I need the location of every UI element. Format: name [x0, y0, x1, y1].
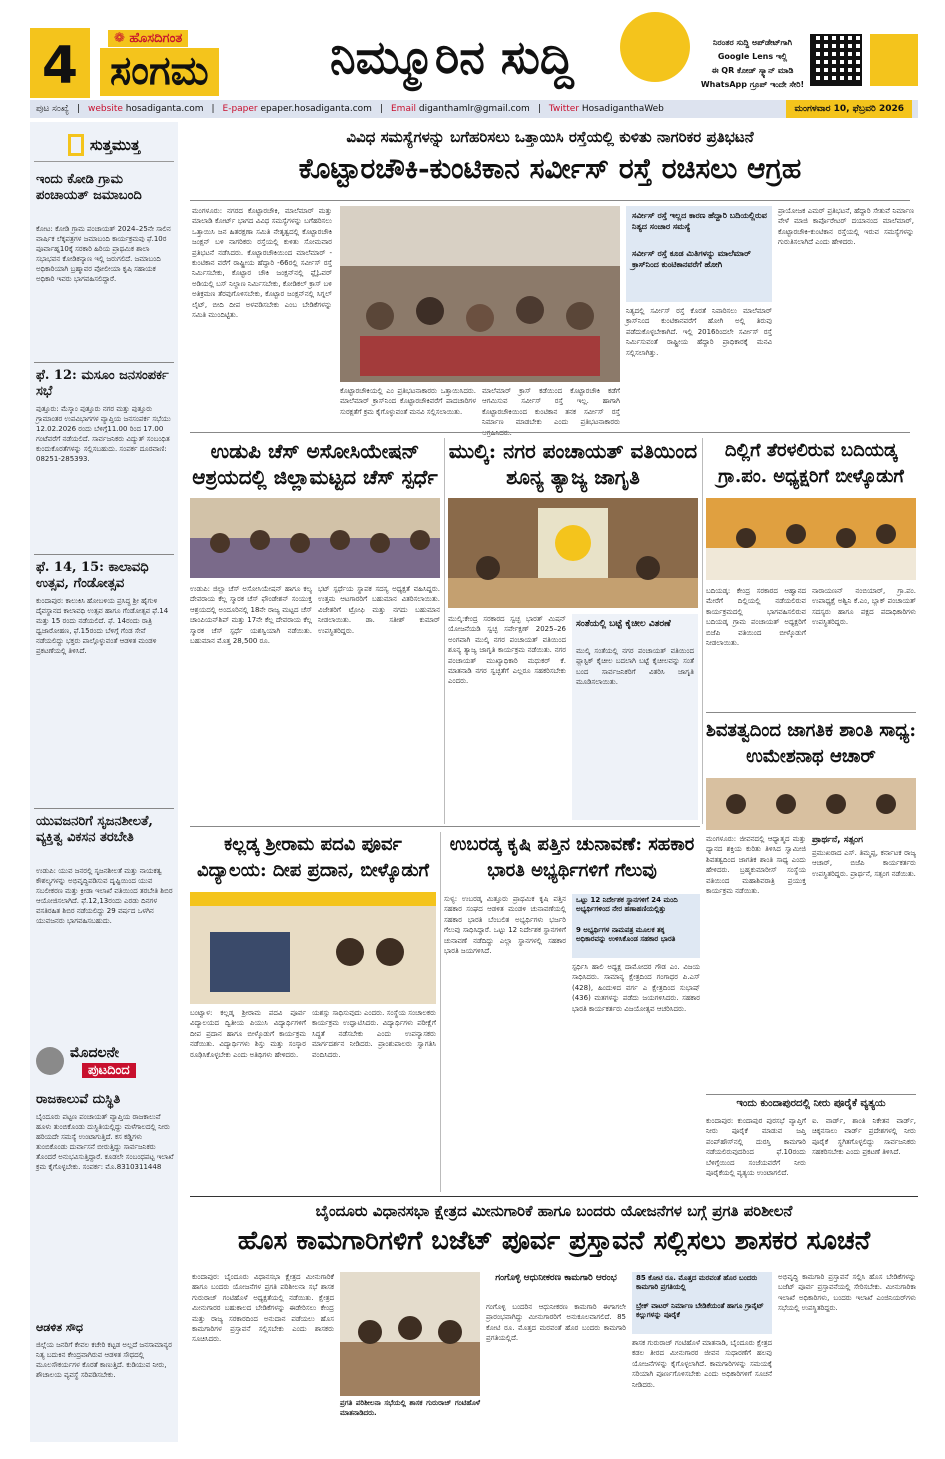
page-number: 4: [41, 36, 79, 96]
twitter[interactable]: [549, 104, 664, 114]
chess-photo: [190, 498, 440, 578]
page-number-box: [30, 28, 90, 98]
sidebar-headline: ರಾಜಕಾಲುವೆ ದುಸ್ಥಿತಿ: [36, 1092, 121, 1107]
email[interactable]: [391, 104, 530, 114]
sidebar-headline: ಫೆ. 14, 15: ಕಾಲಾವಧಿ ಉತ್ಸವ, ಗೆಂಡೋತ್ಸವ: [36, 560, 149, 591]
mulki-event-photo: [448, 498, 698, 608]
divider: [190, 1196, 918, 1197]
info-strip: ಪುಟ ಸಂಖ್ಯೆ | website hosadiganta.com | E-paper epaper.hosadiganta.com | Email diganthamlr@gmail.com | Twitter HosadiganthaWeb ಮಂಗಳವಾರ 10, ಫೆಬ್ರವರಿ 2026: [30, 100, 918, 118]
lead-headline: ಕೊಟ್ಟಾರಚೌಕಿ-ಕುಂಟಿಕಾನ ಸರ್ವೀಸ್ ರಸ್ತೆ ರಚಿಸಲು ಆಗ್ರಹ: [298, 152, 802, 185]
section-title: ನಿಮ್ಮೂರಿನ ಸುದ್ದಿ: [330, 30, 574, 84]
website[interactable]: [88, 104, 203, 114]
chess-headline: ಉಡುಪಿ ಚೆಸ್ ಅಸೋಸಿಯೇಷನ್ ಆಶ್ರಯದಲ್ಲಿ ಜಿಲ್ಲಾಮಟ್ಟದ ಚೆಸ್ ಸ್ಪರ್ಧೆ: [192, 439, 438, 489]
kalladka-headline: ಕಲ್ಲಡ್ಕ ಶ್ರೀರಾಮ ಪದವಿ ಪೂರ್ವ ವಿದ್ಯಾಲಯ: ದೀಪ ಪ್ರದಾನ, ಬೀಳ್ಕೊಡುಗೆ: [196, 834, 429, 881]
shivatatva-headline: ಶಿವತತ್ವದಿಂದ ಜಾಗತಿಕ ಶಾಂತಿ ಸಾಧ್ಯ: ಉಮೇಶನಾಥ ಆಚಾರ್: [706, 720, 916, 767]
sidebar-headline: ಯುವಜನರಿಗೆ ಸೃಜನಶೀಲತೆ, ವ್ಯಕ್ತಿತ್ವ ವಿಕಸನ ತರಬೇತಿ: [36, 814, 153, 845]
sidebar-headline: ಇಂದು ಕೋಡಿ ಗ್ರಾಮ ಪಂಚಾಯತ್ ಜಮಾಬಂದಿ: [36, 172, 142, 203]
divider: [34, 808, 174, 809]
shivatatva-sub: ಪ್ರಾರ್ಥನೆ, ಸತ್ಸಂಗ: [812, 835, 864, 845]
book-icon: [68, 134, 84, 156]
email-label: Email: [391, 104, 416, 114]
qr-info: [700, 36, 805, 92]
sidebar-text: ಜಿಲ್ಲೆಯ ಜನರಿಗೆ ಕೇವಲ ಕಚೇರಿ ಕಟ್ಟಡ ಅಲ್ಲದೆ ಜನಸಾಮಾನ್ಯರ ನಿತ್ಯ ಬದುಕಿನ ಕೇಂದ್ರವಾಗಿರುವ ಆಡಳಿತ ಸೌಧದಲ್ಲಿ ಮೂಲಸೌಕರ್ಯಗಳ ಕೊರತೆ ಕಾಣುತ್ತಿದೆ. ಕುಡಿಯುವ ನೀರು, ಶೌಚಾಲಯ ವ್ಯವಸ್ಥೆ ಸರಿಪಡಿಸಬೇಕು.: [36, 1341, 172, 1379]
sidebar-text: ಉಡುಪಿ: ಯುವ ಜನರಲ್ಲಿ ಸೃಜನಶೀಲತೆ ಮತ್ತು ನಾಯಕತ್ವ ಕೌಶಲ್ಯಗಳನ್ನು ಅಭಿವೃದ್ಧಿಪಡಿಸುವ ದೃಷ್ಟಿಯಿಂದ ಯುವ ಸಬಲೀಕರಣ ಮತ್ತು ಕ್ರೀಡಾ ಇಲಾಖೆ ವತಿಯಿಂದ ತರಬೇತಿ ಶಿಬಿರ ಆಯೋಜಿಸಲಾಗಿದೆ. ಫೆ.12,13ರಂದು ಎರಡು ದಿನಗಳ ವಸತಿರಹಿತ ಶಿಬಿರ ನಡೆಯಲಿದ್ದು 29 ವರ್ಷದ ಒಳಗಿನ ಯುವಜನರು ಭಾಗವಹಿಸಬಹುದು.: [36, 867, 173, 925]
bottom-mid-body: ಗಂಗೊಳ್ಳಿ ಬಂದರಿನ ಆಧುನೀಕರಣ ಕಾಮಗಾರಿ ಈಗಾಗಲೇ ಪ್ರಾರಂಭವಾಗಿದ್ದು ಮೀನುಗಾರರಿಗೆ ಅನುಕೂಲವಾಗಲಿದೆ. 85 ಕೋಟಿ ರೂ. ಮೊತ್ತದ ಮರವಂತೆ ಹೊರ ಬಂದರು ಕಾಮಗಾರಿ ಪ್ರಗತಿಯಲ್ಲಿದೆ.: [486, 1303, 626, 1343]
protest-photo: [340, 206, 620, 382]
divider: [34, 362, 174, 363]
lead-col-1: ಮಂಗಳೂರು: ನಗರದ ಕೊಟ್ಟಾರಚೌಕಿ, ಮಾಲೆಮಾರ್ ಮತ್ತು ಮಾಲಾಡಿ ಕೋರ್ಟ್ ಭಾಗದ ವಿವಿಧ ಸಮಸ್ಯೆಗಳನ್ನು ಬಗೆಹರಿಸಲು ಒತ್ತಾಯಿಸಿ ಜನ ಹಿತರಕ್ಷಣಾ ಸಮಿತಿ ನೇತೃತ್ವದಲ್ಲಿ ಕೊಟ್ಟಾರಚೌಕಿ ಜಂಕ್ಷನ್ ಬಳಿ ನಾಗರಿಕರು ರಸ್ತೆಯಲ್ಲಿ ಕುಳಿತು ಸೋಮವಾರ ಪ್ರತಿಭಟನೆ ನಡೆಸಿದರು. ಕೊಟ್ಟಾರಚೌಕಿಯಿಂದ ಮಾಲೆಮಾರ್ - ಕುಂಟಿಕಾನ ವರೆಗೆ ರಾಷ್ಟ್ರೀಯ ಹೆದ್ದಾರಿ -66ರಲ್ಲಿ ಸರ್ವೀಸ್ ರಸ್ತೆ ನಿರ್ಮಿಸಬೇಕು, ಕೊಟ್ಟಾರ ಚೌಕಿ ಜಂಕ್ಷನ್‌ನಲ್ಲಿ ಫ್ಲೈಓವರ್ ಅಡಿಯಲ್ಲಿ ಬಸ್ ನಿಲ್ದಾಣ ನಿರ್ಮಿಸಬೇಕು, ಕೋಡಿಕಲ್ ಕ್ರಾಸ್ ಬಳಿ ಅತಿಕ್ರಮಣ ತೆರವುಗೊಳಿಸಬೇಕು, ಕೊಟ್ಟಾರ ಜಂಕ್ಷನ್‌ನಲ್ಲಿ ಸಿಗ್ನಲ್ ಲೈಟ್, ಬೀದಿ ದೀಪ ಅಳವಡಿಸಬೇಕು ಎಂಬ ಬೇಡಿಕೆಗಳನ್ನು ಸಮಿತಿ ಮುಂದಿಟ್ಟಿತು.: [192, 207, 332, 320]
lead-photo: [340, 206, 620, 382]
kundapura-col-1: ಕುಂದಾಪುರ: ಕುಂದಾಪುರ ಪುರಸಭೆ ವ್ಯಾಪ್ತಿಗೆ ನೀರು ಪೂರೈಕೆ ಮಾಡುವ ಜಪ್ತಿ ಪಂಪ್‌ಹೌಸ್‌ನಲ್ಲಿ ದುರಸ್ತಿ ಕಾಮಗಾರಿ ನಡೆಯಲಿರುವುದರಿಂದ ಫೆ.10ರಂದು ಬೆಳಿಗ್ಗೆಯಿಂದ ಸಂಜೆಯವರೆಗೆ ನೀರು ಪೂರೈಕೆಯಲ್ಲಿ ವ್ಯತ್ಯಯ ಉಂಟಾಗಲಿದೆ.: [706, 1117, 806, 1178]
meeting-photo: [340, 1272, 480, 1396]
first-page-tag: [36, 1045, 174, 1083]
epaper[interactable]: [223, 104, 372, 114]
kalladka-col-1: ಬಂಟ್ವಾಳ: ಕಲ್ಲಡ್ಕ ಶ್ರೀರಾಮ ಪದವಿ ಪೂರ್ವ ವಿದ್ಯಾಲಯದ ದ್ವಿತೀಯ ಪಿಯುಸಿ ವಿದ್ಯಾರ್ಥಿಗಳಿಗೆ ದೀಪ ಪ್ರದಾನ ಹಾಗೂ ಬೀಳ್ಕೊಡುಗೆ ಕಾರ್ಯಕ್ರಮ ನಡೆಯಿತು. ವಿದ್ಯಾರ್ಥಿಗಳು ಶಿಸ್ತು ಮತ್ತು ಸಂಸ್ಕಾರ ರೂಢಿಸಿಕೊಳ್ಳಬೇಕು ಎಂದು ಅತಿಥಿಗಳು ಹೇಳಿದರು.: [190, 1009, 306, 1059]
brand-top: ❁ ಹೊಸದಿಗಂತ: [108, 30, 188, 47]
shivatatva-photo: [706, 778, 916, 830]
bottom-kicker: ಬೈಂದೂರು ವಿಧಾನಸಭಾ ಕ್ಷೇತ್ರದ ಮೀನುಗಾರಿಕೆ ಹಾಗೂ ಬಂದರು ಯೋಜನೆಗಳ ಬಗ್ಗೆ ಪ್ರಗತಿ ಪರಿಶೀಲನೆ: [315, 1202, 793, 1220]
badiyadka-col-1: ಬದಿಯಡ್ಕ: ಕೇಂದ್ರ ಸರಕಾರದ ಆಹ್ವಾನದ ಮೇರೆಗೆ ದಿಲ್ಲಿಯಲ್ಲಿ ನಡೆಯಲಿರುವ ಕಾರ್ಯಕ್ರಮದಲ್ಲಿ ಭಾಗವಹಿಸಲಿರುವ ಬದಿಯಡ್ಕ ಗ್ರಾಮ ಪಂಚಾಯತ್ ಅಧ್ಯಕ್ಷರಿಗೆ ಬಿಜೆಪಿ ವತಿಯಿಂದ ಬೀಳ್ಕೊಡುಗೆ ನೀಡಲಾಯಿತು.: [706, 587, 806, 648]
badiyadka-headline: ದಿಲ್ಲಿಗೆ ತೆರಳಲಿರುವ ಬದಿಯಡ್ಕ ಗ್ರಾ.ಪಂ. ಅಧ್ಯಕ್ಷರಿಗೆ ಬೀಳ್ಕೊಡುಗೆ: [718, 440, 904, 487]
lead-kicker: ವಿವಿಧ ಸಮಸ್ಯೆಗಳನ್ನು ಬಗೆಹರಿಸಲು ಒತ್ತಾಯಿಸಿ ರಸ್ತೆಯಲ್ಲಿ ಕುಳಿತು ನಾಗರಿಕರ ಪ್ರತಿಭಟನೆ: [346, 128, 754, 146]
bottom-col-1: ಕುಂದಾಪುರ: ಬೈಂದೂರು ವಿಧಾನಸಭಾ ಕ್ಷೇತ್ರದ ಮೀನುಗಾರಿಕೆ ಹಾಗೂ ಬಂದರು ಯೋಜನೆಗಳ ಪ್ರಗತಿ ಪರಿಶೀಲನಾ ಸಭೆ ಶಾಸಕ ಗುರುರಾಜ್ ಗಂಟಿಹೊಳೆ ಅಧ್ಯಕ್ಷತೆಯಲ್ಲಿ ನಡೆಯಿತು. ಕ್ಷೇತ್ರದ ಮೀನುಗಾರರ ಬಹುಕಾಲದ ಬೇಡಿಕೆಗಳನ್ನು ಈಡೇರಿಸಲು ಕೇಂದ್ರ ಮತ್ತು ರಾಜ್ಯ ಸರಕಾರದಿಂದ ಅನುದಾನ ಪಡೆಯಲು ಹೊಸ ಕಾಮಗಾರಿಗಳ ಪ್ರಸ್ತಾವನೆ ಸಲ್ಲಿಸಬೇಕು ಎಂದು ಶಾಸಕರು ಸೂಚಿಸಿದರು.: [192, 1273, 334, 1344]
chess-group-photo: [190, 498, 440, 578]
badiyadka-event-photo: [706, 498, 916, 580]
sidebar-logo-text: ಸುತ್ತಮುತ್ತ: [89, 135, 141, 154]
brand-name: ಸಂಗಮ: [100, 48, 219, 96]
qr-line: ಈ QR ಕೋಡ್ ಸ್ಕ್ಯಾನ್ ಮಾಡಿ: [711, 66, 794, 75]
sidebar-text: ಕೋಟ: ಕೋಡಿ ಗ್ರಾಮ ಪಂಚಾಯತ್ 2024–25ನೇ ಸಾಲಿನ ವಾರ್ಷಿಕ ಲೆಕ್ಕಪತ್ರಗಳ ಜಮಾಬಂದಿ ಕಾರ್ಯಕ್ರಮವು ಫೆ.10ರ ಪೂರ್ವಾಹ್ನ10ಕ್ಕೆ ಸರಕಾರಿ ಹಿರಿಯ ಪ್ರಾಥಮಿಕ ಶಾಲಾ ಸಭಾಭವನ ಕೋಡಿಕನ್ಯಾಣ ಇಲ್ಲಿ ಜರುಗಲಿದೆ. ಜಮಾಬಂದಿ ಅಧಿಕಾರಿಯಾಗಿ ಬ್ರಹ್ಮಾವರ ಪೋಲೀಯಾ ಕೃಷಿ ಸಹಾಯಕ ಅಧಿಕಾರಿ ಇವರು ಭಾಗವಹಿಸಲಿದ್ದಾರೆ.: [36, 225, 171, 283]
ubaradka-bullet-2: 9 ಅಭ್ಯರ್ಥಿಗಳ ನಾಮಪತ್ರ ಮೂಲಕ ತಕ್ಕ ಅಧಿಕಾರವನ್ನು ಉಳಿಸಿಕೊಂಡ ಸಹಕಾರ ಭಾರತಿ: [576, 926, 676, 943]
mulki-box-body: ಮುಲ್ಕಿ ಸಂತೆಯಲ್ಲಿ ನಗರ ಪಂಚಾಯತ್ ವತಿಯಿಂದ ಪ್ಲಾಸ್ಟಿಕ್ ಕೈಚೀಲ ಬದಲಾಗಿ ಬಟ್ಟೆ ಕೈಚೀಲವನ್ನು ಸಂತೆ ಬಂದ ಸಾರ್ವಜನಿಕರಿಗೆ ವಿತರಿಸಿ ಜಾಗೃತಿ ಮೂಡಿಸಲಾಯಿತು.: [576, 647, 694, 687]
first-tag-a: ಮೊದಲನೇ: [70, 1045, 119, 1061]
epaper-value: epaper.hosadiganta.com: [260, 104, 372, 114]
kalladka-col-2: ಯಶಸ್ಸು ಸಾಧಿಸುವುದು ಎಂದರು. ಸಂಸ್ಥೆಯ ಸಂಚಾಲಕರು ಕಾರ್ಯಕ್ರಮ ಉದ್ಘಾಟಿಸಿದರು. ವಿದ್ಯಾರ್ಥಿಗಳು ಪರೀಕ್ಷೆಗೆ ಸಿದ್ಧತೆ ನಡೆಸಬೇಕು ಎಂದು ಉಪನ್ಯಾಸಕರು ಮಾರ್ಗದರ್ಶನ ನೀಡಿದರು. ಪ್ರಾಂಶುಪಾಲರು ಸ್ವಾಗತಿಸಿ ವಂದಿಸಿದರು.: [312, 1009, 436, 1059]
lead-col-3: ನಿತ್ಯದಲ್ಲಿ ಸರ್ವೀಸ್ ರಸ್ತೆ ಕೊರತೆ ನಿವಾರಿಸಲು ಮಾಲೆಮಾರ್ ಕ್ರಾಸ್‌ನಿಂದ ಕುಂಟಿಕಾನವರೆಗೆ ಹೋಗಿ ಅಲ್ಲಿ ತಿರುವು ಪಡೆದುಕೊಳ್ಳಬೇಕಾಗಿದೆ. ಇಲ್ಲಿ 2016ರಿಂದಲೇ ಸರ್ವೀಸ್ ರಸ್ತೆ ನಿರ್ಮಿಸುವಂತೆ ರಾಷ್ಟ್ರೀಯ ಹೆದ್ದಾರಿ ಪ್ರಾಧಿಕಾರಕ್ಕೆ ಮನವಿ ಸಲ್ಲಿಸಲಾಗಿತ್ತು.: [626, 307, 772, 357]
ubaradka-bullet-1: ಒಟ್ಟು 12 ನಿರ್ದೇಶಕ ಸ್ಥಾನಗಳಿಗೆ 24 ಮಂದಿ ಅಭ್ಯರ್ಥಿಗಳಿಂದ ನೇರ ಹಣಾಹಣಿಯಲ್ಲಿತ್ತು: [576, 896, 678, 913]
badiyadka-col-2: ನಾರಾಯಣನ್ ನಂಬಿಯಾರ್, ಗ್ರಾ.ಪಂ. ಉಪಾಧ್ಯಕ್ಷೆ ಅಶ್ವಿನಿ ಕೆ.ಎಂ, ಬ್ಲಾಕ್ ಪಂಚಾಯತ್ ಸದಸ್ಯರು ಹಾಗೂ ಪಕ್ಷದ ಪದಾಧಿಕಾರಿಗಳು ಉಪಸ್ಥಿತರಿದ್ದರು.: [812, 587, 916, 627]
shivatatva-col-2: ಪ್ರಮುಖರಾದ ಎಸ್. ತಿಮ್ಮಪ್ಪ, ಕರ್ನಾಟಕ ರಾಜ್ಯ ಆಚಾರ್, ಬಿಜೆಪಿ ಕಾರ್ಯಕರ್ತರು ಉಪಸ್ಥಿತರಿದ್ದರು. ಪ್ರಾರ್ಥನೆ, ಸತ್ಸಂಗ ನಡೆಯಿತು.: [812, 849, 916, 878]
divider: [190, 432, 910, 433]
chess-col-1: ಉಡುಪಿ: ಜಿಲ್ಲಾ ಚೆಸ್ ಅಸೋಸಿಯೇಷನ್ ಹಾಗೂ ಕಲ್ಯ ದೇವರಾಯ ಕೆಲ್ಲ ಸ್ಮಾರಕ ಚೆಸ್ ಫೌಂಡೇಶನ್ ಸಂಯುಕ್ತ ಆಶ್ರಯದಲ್ಲಿ ಅಂದೂರಿನಲ್ಲಿ 18ನೇ ರಾಜ್ಯ ಮಟ್ಟದ ಚೆಸ್ ಚಾಂಪಿಯನ್‌ಶಿಪ್ ಮತ್ತು 17ನೇ ಕೆಲ್ಲ ದೇವರಾಯ ಕೆಲ್ಲ ಸ್ಮಾರಕ ಚೆಸ್ ಸ್ಪರ್ಧೆ ಯಶಸ್ವಿಯಾಗಿ ನಡೆಯಿತು. ಬಹುಮಾನ ಮೊತ್ತ 28,500 ರೂ.: [190, 585, 312, 646]
divider: [190, 200, 910, 201]
divider: [702, 438, 703, 824]
bottom-col-3: ಶಾಸಕ ಗುರುರಾಜ್ ಗಂಟಿಹೊಳೆ ಮಾತನಾಡಿ, ಬೈಂದೂರು ಕ್ಷೇತ್ರದ ಕಡಲ ತೀರದ ಮೀನುಗಾರರ ಜೀವನ ಸುಧಾರಣೆಗೆ ಹಲವು ಯೋಜನೆಗಳನ್ನು ಕೈಗೊಳ್ಳಲಾಗಿದೆ. ಕಾಮಗಾರಿಗಳನ್ನು ಸಮಯಕ್ಕೆ ಸರಿಯಾಗಿ ಪೂರ್ಣಗೊಳಿಸಬೇಕು ಎಂದು ಅಧಿಕಾರಿಗಳಿಗೆ ಸೂಚನೆ ನೀಡಿದರು.: [632, 1339, 772, 1389]
sidebar-text: ಪುತ್ತೂರು: ಮೆಸ್ಕಾಂ ಪುತ್ತೂರು ನಗರ ಮತ್ತು ಪುತ್ತೂರು ಗ್ರಾಮಾಂತರ ಉಪವಿಭಾಗಗಳ ವ್ಯಾಪ್ತಿಯ ಜನಸಂಪರ್ಕ ಸಭೆಯು 12.02.2026 ರಂದು ಬೆಳಿಗ್ಗೆ11.00 ರಿಂದ 17.00 ಗಂಟೆವರೆಗೆ ನಡೆಯಲಿದೆ. ಸಾರ್ವಜನಿಕರು ವಿದ್ಯುತ್ ಸಂಬಂಧಿತ ಕುಂದುಕೊರತೆಗಳನ್ನು ಸಲ್ಲಿಸಬಹುದು. ಸಂಪರ್ಕ ದೂರವಾಣಿ: 08251-285393.: [36, 405, 171, 463]
divider: [444, 438, 445, 824]
ubaradka-col-1: ಸುಳ್ಯ: ಉಬರಡ್ಕ ಮಿತ್ತೂರು ಪ್ರಾಥಮಿಕ ಕೃಷಿ ಪತ್ತಿನ ಸಹಕಾರ ಸಂಘದ ಆಡಳಿತ ಮಂಡಳಿ ಚುನಾವಣೆಯಲ್ಲಿ ಸಹಕಾರ ಭಾರತಿ ಬೆಂಬಲಿತ ಅಭ್ಯರ್ಥಿಗಳು ಭರ್ಜರಿ ಗೆಲುವು ಸಾಧಿಸಿದ್ದಾರೆ. ಒಟ್ಟು 12 ನಿರ್ದೇಶಕ ಸ್ಥಾನಗಳಿಗೆ ಚುನಾವಣೆ ನಡೆದಿದ್ದು ಎಲ್ಲಾ ಸ್ಥಾನಗಳಲ್ಲಿ ಸಹಕಾರ ಭಾರತಿ ಜಯಗಳಿಸಿದೆ.: [444, 895, 566, 956]
kalladka-event-photo: [190, 892, 436, 1004]
kundapura-headline: ಇಂದು ಕುಂದಾಪುರದಲ್ಲಿ ನೀರು ಪೂರೈಕೆ ವ್ಯತ್ಯಯ: [736, 1098, 886, 1109]
first-tag-b: ಪುಟದಿಂದ: [82, 1063, 136, 1078]
bottom-col-4: ಅಭಿವೃದ್ಧಿ ಕಾಮಗಾರಿ ಪ್ರಸ್ತಾವನೆ ಸಲ್ಲಿಸಿ ಹೊಸ ಬೇಡಿಕೆಗಳನ್ನು ಬಜೆಟ್ ಪೂರ್ವ ಪ್ರಸ್ತಾವನೆಯಲ್ಲಿ ಸೇರಿಸಬೇಕು. ಮೀನುಗಾರಿಕಾ ಇಲಾಖೆ ಅಧಿಕಾರಿಗಳು, ಬಂದರು ಇಲಾಖೆ ಎಂಜಿನಿಯರ್‌ಗಳು ಸಭೆಯಲ್ಲಿ ಉಪಸ್ಥಿತರಿದ್ದರು.: [778, 1273, 916, 1313]
lead-col-4: ಪ್ರಾಯೋಜಕ ಎಮರ್ ಪ್ರತಿಭಟನೆ, ಹೆದ್ದಾರಿ ಸೇತುವೆ ನಿರ್ಮಾಣ ವೇಳೆ ಮಾಜಿ ಕಾರ್ಪೊರೇಟರ್ ದಯಾನಂದ ಮಾಲೆಮಾರ್, ಕೊಟ್ಟಾರಚೌಕಿ-ಕುಂಟಿಕಾನ ರಸ್ತೆಯಲ್ಲಿ ಇರುವ ಸಮಸ್ಯೆಗಳನ್ನು ಗುರುತಿಸಲಾಗಿದೆ ಎಂದು ಹೇಳಿದರು.: [778, 207, 914, 247]
kalladka-photo: [190, 892, 436, 1004]
shivatatva-col-1: ಮಂಗಳೂರು: ಜೀವನದಲ್ಲಿ ಆಧ್ಯಾತ್ಮದ ಮತ್ತು ಧ್ಯಾನದ ಶಕ್ತಿಯ ಕುರಿತು ತಿಳಿಸಿದ ಸ್ವಾಮೀಜಿ ಶಿವತತ್ವದಿಂದ ಜಾಗತಿಕ ಶಾಂತಿ ಸಾಧ್ಯ ಎಂದು ಹೇಳಿದರು. ಬ್ರಹ್ಮಕುಮಾರೀಸ್ ಸಂಸ್ಥೆಯ ವತಿಯಿಂದ ಮಹಾಶಿವರಾತ್ರಿ ಪ್ರಯುಕ್ತ ಕಾರ್ಯಕ್ರಮ ನಡೆಯಿತು.: [706, 835, 806, 896]
mulki-col-1: ಮುಲ್ಕಿ:ಕೇಂದ್ರ ಸರಕಾರದ ಸ್ವಚ್ಛ ಭಾರತ್ ಮಿಷನ್ ಯೋಜನೆಯಡಿ ಸ್ವಚ್ಛ ಸರ್ವೇಕ್ಷಣ್ 2025–26 ಅಂಗವಾಗಿ ಮುಲ್ಕಿ ನಗರ ಪಂಚಾಯತ್ ವತಿಯಿಂದ ಶೂನ್ಯ ತ್ಯಾಜ್ಯ ಜಾಗೃತಿ ಕಾರ್ಯಕ್ರಮ ನಡೆಯಿತು. ನಗರ ಪಂಚಾಯತ್ ಮುಖ್ಯಾಧಿಕಾರಿ ಮಧುಕರ್ ಕೆ. ಮಾತನಾಡಿ ನಗರ ಸ್ವಚ್ಛತೆಗೆ ಎಲ್ಲರೂ ಸಹಕರಿಸಬೇಕು ಎಂದರು.: [448, 615, 566, 686]
sidebar-headline: ಫೆ. 12: ಮಸೂಂ ಜನಸಂಪರ್ಕ ಸಭೆ: [36, 368, 169, 399]
website-value: hosadiganta.com: [125, 104, 204, 114]
divider: [706, 1094, 916, 1095]
divider: [34, 554, 174, 555]
divider: [190, 826, 700, 827]
mulki-box-title: ಸಂತೆಯಲ್ಲಿ ಬಟ್ಟೆ ಕೈಚೀಲ ವಿತರಣೆ: [576, 619, 671, 629]
issue-date: ಮಂಗಳವಾರ 10, ಫೆಬ್ರವರಿ 2026: [786, 100, 912, 118]
divider: [440, 832, 441, 1192]
website-label: website: [88, 104, 123, 114]
sidebar-logo: [34, 128, 174, 162]
lead-col-2: ಮಾಲೆಮಾರ್ ಕ್ರಾಸ್ ಕಡೆಯಿಂದ ಕೊಟ್ಟಾರಚೌಕಿ ಕಡೆಗೆ ಆಗಮಿಸುವ ಸರ್ವೀಸ್ ರಸ್ತೆ ಇಲ್ಲ. ಹಾಗಾಗಿ ಕೊಟ್ಟಾರಚೌಕಿಯಿಂದ ಕುಂಟಿಕಾನ ತನಕ ಸರ್ವೀಸ್ ರಸ್ತೆ ನಿರ್ಮಾಣ ಮಾಡಬೇಕು ಎಂದು ಪ್ರತಿಭಟನಾಕಾರರು: [482, 387, 620, 427]
ubaradka-headline: ಉಬರಡ್ಕ ಕೃಷಿ ಪತ್ತಿನ ಚುನಾವಣೆ: ಸಹಕಾರ ಭಾರತಿ ಅಭ್ಯರ್ಥಿಗಳಿಗೆ ಗೆಲುವು: [449, 834, 695, 881]
sidebar-text: ಕುಂದಾಪುರ: ಕಾಲುಕಿಸಿ ಹೋಬಳಿಯ ಪ್ರಸಿದ್ಧ ಶ್ರೀ ಹೈಗುಳಿ ದೈವಸ್ಥಾನದ ಕಾಲಾವಧಿ ಉತ್ಸವ ಹಾಗೂ ಗೆಂಡೋತ್ಸವ ಫೆ.14 ಮತ್ತು 15 ರಂದು ನಡೆಯಲಿದೆ. ಫೆ. 14ರಂದು ರಾತ್ರಿ ಧ್ವಜಾರೋಹಣ, ಫೆ.15ರಂದು ಬೆಳಿಗ್ಗೆ ಗೆಂಡ ಸೇವೆ ನಡೆಯಲಿದ್ದು ಭಕ್ತರು ಪಾಲ್ಗೊಳ್ಳುವಂತೆ ಆಡಳಿತ ಮಂಡಳಿ ಪ್ರಕಟಣೆಯಲ್ಲಿ ತಿಳಿಸಿದೆ.: [36, 597, 169, 655]
bottom-caption: ಪ್ರಗತಿ ಪರಿಶೀಲನಾ ಸಭೆಯಲ್ಲಿ ಶಾಸಕ ಗುರುರಾಜ್ ಗಂಟಿಹೊಳೆ ಮಾತನಾಡಿದರು.: [340, 1399, 480, 1418]
title-circle-decor: [620, 12, 690, 82]
qr-code-icon[interactable]: [810, 34, 862, 86]
bottom-bullet-2: ಬ್ರೇಕ್ ವಾಟರ್ ನಿರ್ಮಾಣ ಬೇಡಿಕೆಯಂತೆ ಹಾಗೂ ಗ್ರಾನೈಟ್ ಕಲ್ಲುಗಳನ್ನು ಪೂರೈಕೆ: [636, 1302, 764, 1319]
yellow-tab-decor: [870, 34, 918, 86]
email-value: diganthamlr@gmail.com: [418, 104, 530, 114]
lead-caption: ಕೊಟ್ಟಾರಚೌಕಿಯಲ್ಲಿ ಎಂ ಪ್ರತಿಭಟನಾಕಾರರು ಒತ್ತಾಯಿಸಿದರು. ಮಾಲೆಮಾರ್ ಕ್ರಾಸ್‌ನಿಂದ ಕೊಟ್ಟಾರಚೌಕಿವರೆಗೆ ಪಾದಚಾರಿಗಳ ಸುರಕ್ಷತೆಗೆ ಕ್ರಮ ಕೈಗೊಳ್ಳುವಂತೆ ಮನವಿ ಸಲ್ಲಿಸಲಾಯಿತು.: [340, 387, 476, 416]
bottom-photo: [340, 1272, 480, 1396]
strip-label: ಪುಟ ಸಂಖ್ಯೆ: [36, 104, 69, 114]
ubaradka-col-2: ಸ್ಪರ್ಧಿಸಿ ಹಾಲಿ ಅಧ್ಯಕ್ಷ ದಾಮೋದರ ಗೌಡ ಎಂ. ವಿಜಯ ಸಾಧಿಸಿದರು. ಸಾಮಾನ್ಯ ಕ್ಷೇತ್ರದಿಂದ ಗಂಗಾಧರ ಪಿ.ಎಸ್ (428), ಹಿಂದುಳಿದ ವರ್ಗ ಎ ಕ್ಷೇತ್ರದಿಂದ ಸುಭಾಷ್ (436) ಮತಗಳನ್ನು ಪಡೆದು ಜಯಗಳಿಸಿದರು. ಸಹಕಾರ ಭಾರತಿ ಕಾರ್ಯಕರ್ತರು ವಿಜಯೋತ್ಸವ ಆಚರಿಸಿದರು.: [572, 963, 700, 1013]
bottom-headline: ಹೊಸ ಕಾಮಗಾರಿಗಳಿಗೆ ಬಜೆಟ್ ಪೂರ್ವ ಪ್ರಸ್ತಾವನೆ ಸಲ್ಲಿಸಲು ಶಾಸಕರ ಸೂಚನೆ: [237, 1226, 871, 1256]
chess-col-2: ಭಟ್ ಸ್ಪರ್ಧೆಯ ಸ್ಥಾಪಕ ಸದಸ್ಯ ಅಧ್ಯಕ್ಷತೆ ವಹಿಸಿದ್ದರು. ಉತ್ತಮ ಆಟಗಾರರಿಗೆ ಬಹುಮಾನ ವಿತರಿಸಲಾಯಿತು. ವಿಜೇತರಿಗೆ ಟ್ರೋಫಿ ಮತ್ತು ನಗದು ಬಹುಮಾನ ನೀಡಲಾಯಿತು. ಡಾ. ಸತೀಶ್ ಕುಮಾರ್ ಉಪಸ್ಥಿತರಿದ್ದರು.: [318, 585, 440, 635]
lead-bullet-2: ಸರ್ವೀಸ್ ರಸ್ತೆ ಕೂಡ ಮಿತಿಗಳನ್ನು ಮಾಲೆಮಾರ್ ಕ್ರಾಸ್‌ನಿಂದ ಕುಂಟಿಕಾನವರೆಗೆ ಹೋಗಿ: [632, 249, 751, 269]
divider: [706, 712, 916, 713]
shivatatva-event-photo: [706, 778, 916, 830]
epaper-label: E-paper: [222, 104, 258, 114]
bottom-bullet-1: 85 ಕೋಟಿ ರೂ. ಮೊತ್ತದ ಮರವಂತೆ ಹೊರ ಬಂದರು ಕಾಮಗಾರಿ ಪ್ರಗತಿಯಲ್ಲಿ: [636, 1274, 758, 1291]
qr-line: WhatsApp ಗ್ರೂಪ್ ಇಂದೇ ಸೇರಿ!: [700, 80, 805, 89]
mulki-headline: ಮುಲ್ಕಿ: ನಗರ ಪಂಚಾಯತ್ ವತಿಯಿಂದ ಶೂನ್ಯ ತ್ಯಾಜ್ಯ ಜಾಗೃತಿ: [448, 439, 698, 489]
kundapura-col-2: ಐ. ವಾರ್ಡ್, ಶಾಂತಿ ನಿಕೇತನ ವಾರ್ಡ್, ಚಿಕ್ಕನಸಾಲು ವಾರ್ಡ್ ಪ್ರದೇಶಗಳಲ್ಲಿ ನೀರು ಪೂರೈಕೆ ಸ್ಥಗಿತಗೊಳ್ಳಲಿದ್ದು ಸಾರ್ವಜನಿಕರು ಸಹಕರಿಸಬೇಕು ಎಂದು ಪ್ರಕಟಣೆ ತಿಳಿಸಿದೆ.: [812, 1117, 916, 1157]
twitter-label: Twitter: [548, 104, 580, 114]
mulki-photo: [448, 498, 698, 608]
bottom-mid-title: ಗಂಗೊಳ್ಳಿ ಆಧುನೀಕರಣ ಕಾಮಗಾರಿ ಆರಂಭ: [495, 1273, 617, 1283]
sidebar-headline: ಆಡಳಿತ ಸೌಧ: [36, 1321, 83, 1334]
pen-icon: [36, 1047, 64, 1075]
qr-line: ನಿರಂತರ ಸುದ್ದಿ ಅಪ್‌ಡೇಟ್‌ಗಾಗಿ: [712, 38, 793, 47]
qr-line: Google Lens ಇಲ್ಲಿ: [717, 52, 788, 61]
sidebar-text: ಬೈಂದೂರು ಪಟ್ಟಣ ಪಂಚಾಯತ್ ವ್ಯಾಪ್ತಿಯ ರಾಜಕಾಲುವೆ ಹೂಳು ತುಂಬಿಕೊಂಡು ದುಸ್ಥಿತಿಯಲ್ಲಿದ್ದು ಮಳೆಗಾಲದಲ್ಲಿ ನೀರು ಹರಿಯದೇ ಸಮಸ್ಯೆ ಉಂಟಾಗುತ್ತಿದೆ. ಕಸ ಕಡ್ಡಿಗಳು ತುಂಬಿಕೊಂಡು ದುರ್ವಾಸನೆ ಬೀರುತ್ತಿದ್ದು ಸಾರ್ವಜನಿಕರು ತೊಂದರೆ ಅನುಭವಿಸುತ್ತಿದ್ದಾರೆ. ಕೂಡಲೇ ಸಂಬಂಧಪಟ್ಟ ಇಲಾಖೆ ಕ್ರಮ ಕೈಗೊಳ್ಳಬೇಕು. ಸಂಪರ್ಕ: ಮೊ.8310311448: [36, 1113, 174, 1171]
lead-bullet-1: ಸರ್ವೀಸ್ ರಸ್ತೆ ಇಲ್ಲದ ಕಾರಣ ಹೆದ್ದಾರಿ ಬದಿಯಲ್ಲಿರುವ ನಿತ್ಯದ ಸಂಚಾರ ಸಮಸ್ಯೆ: [632, 211, 767, 231]
badiyadka-photo: [706, 498, 916, 580]
twitter-value: HosadiganthaWeb: [581, 104, 664, 114]
